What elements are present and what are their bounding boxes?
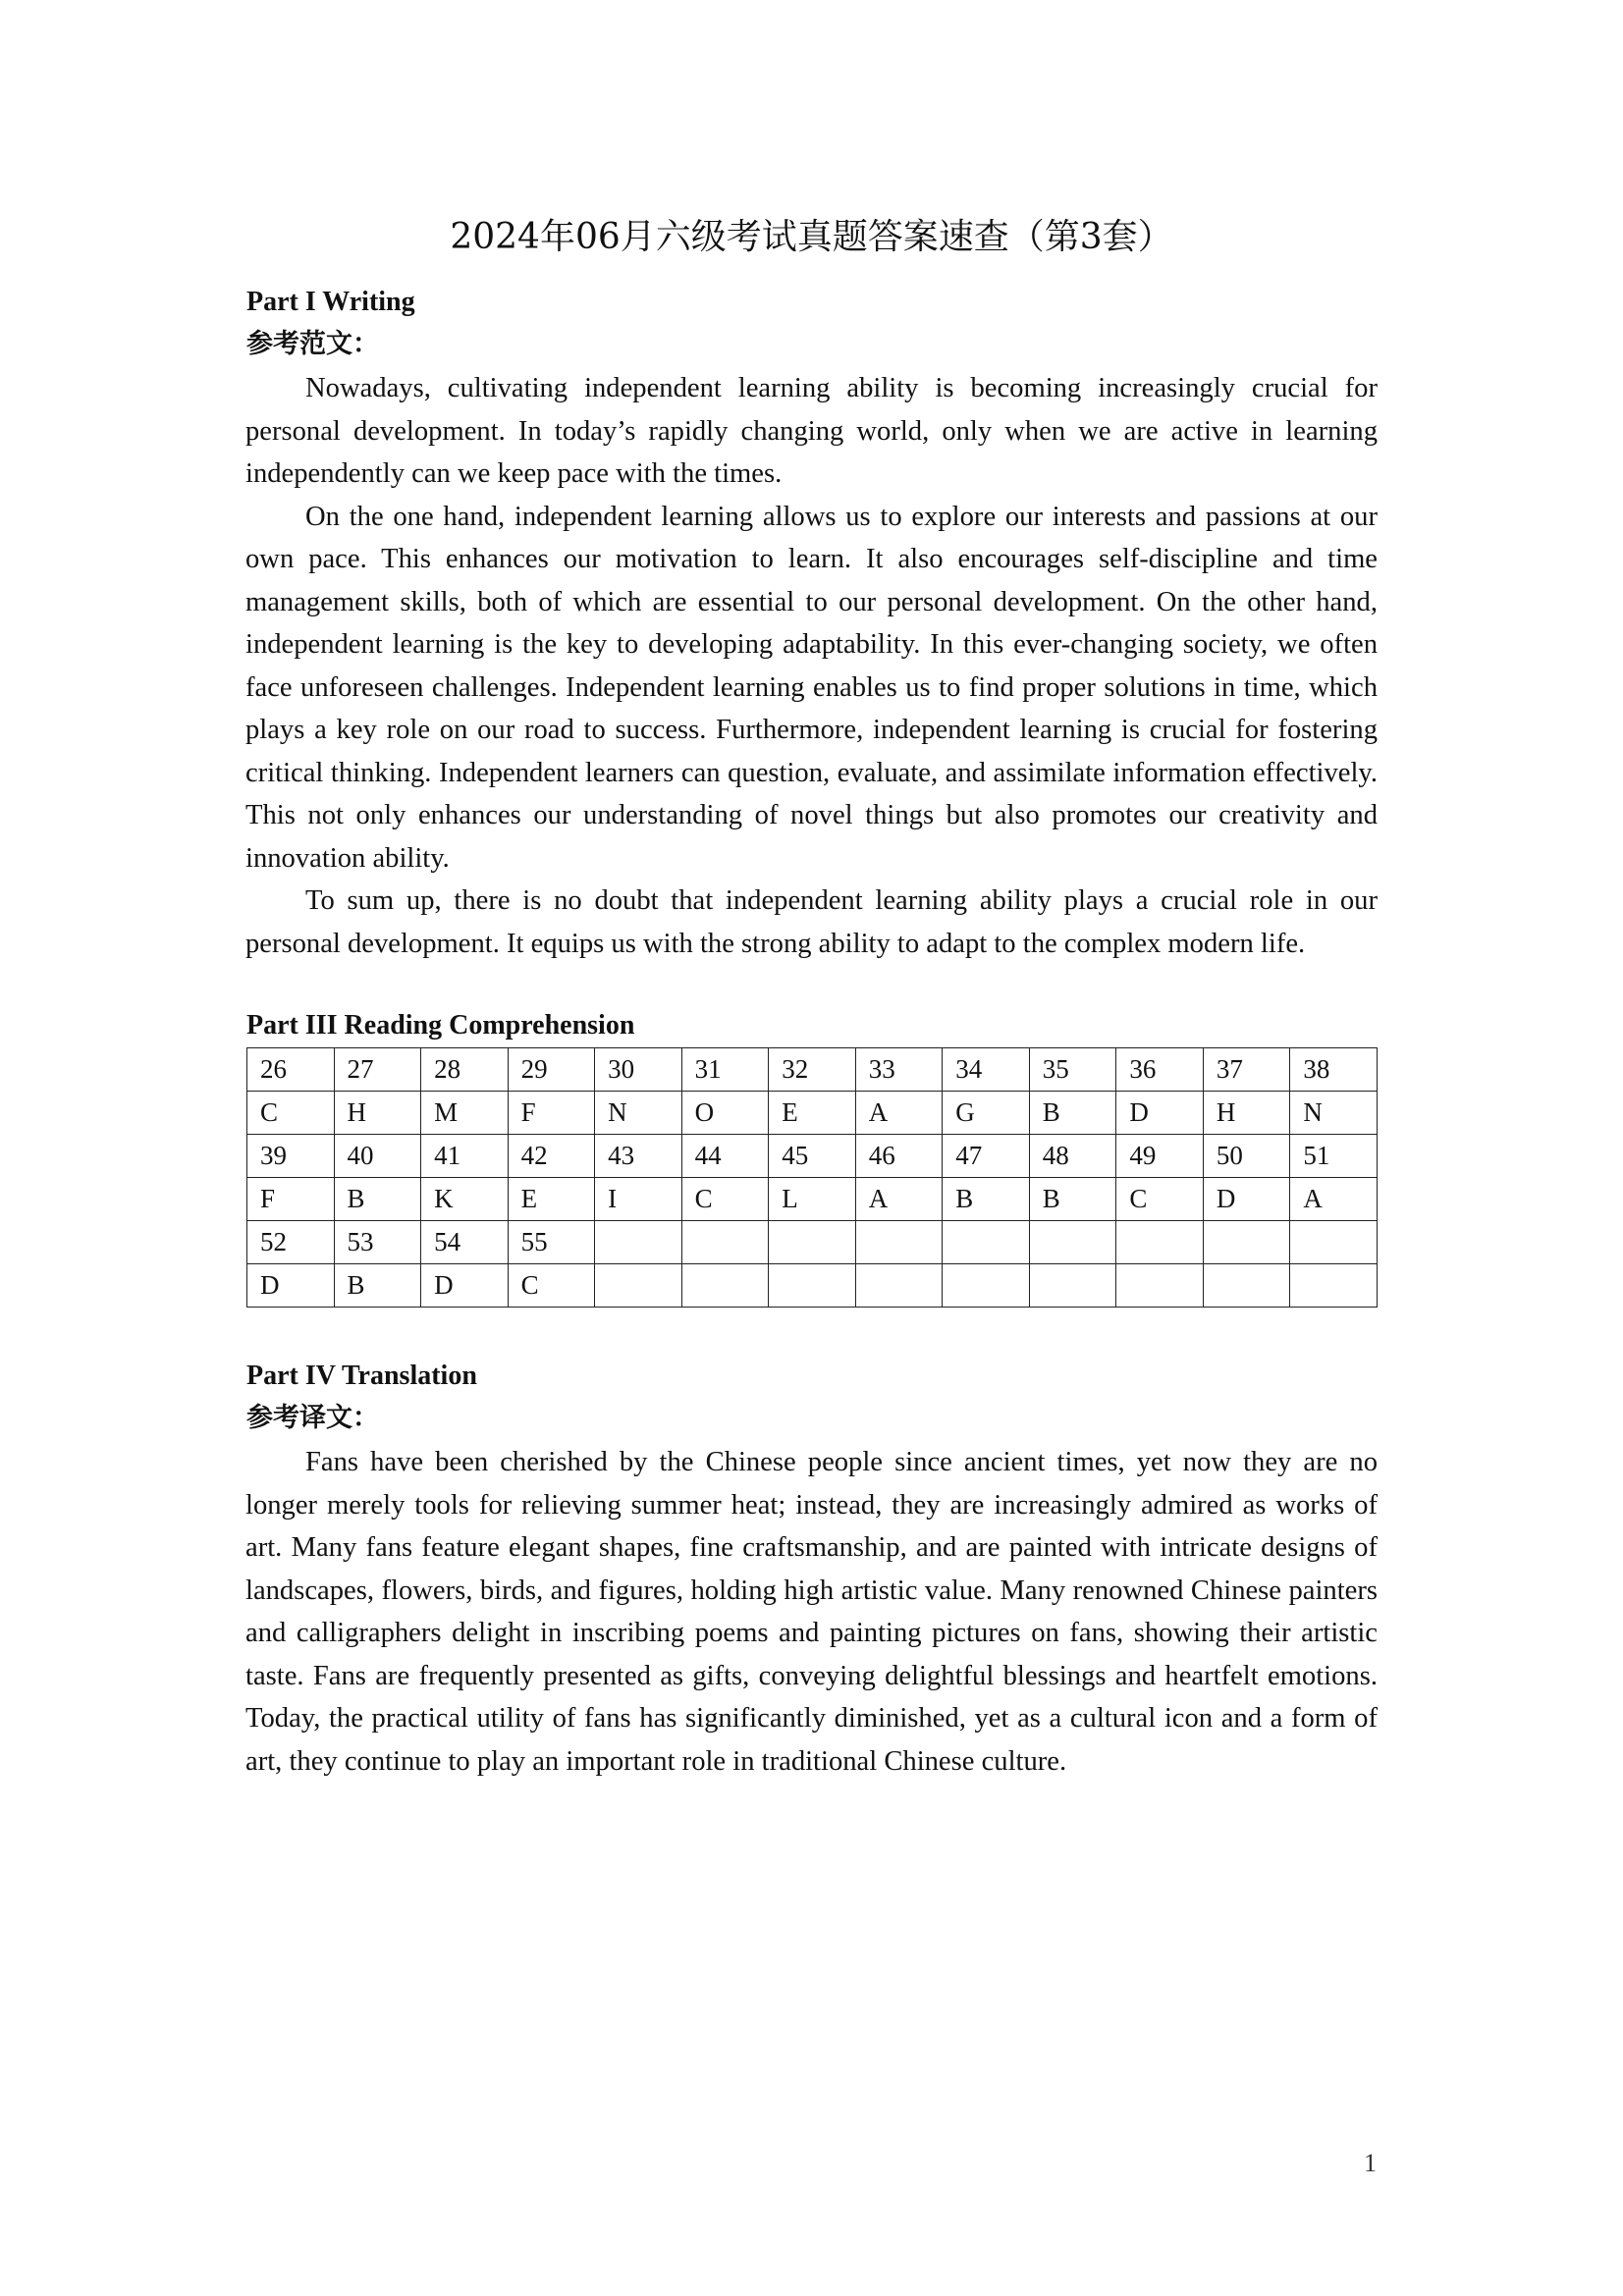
answer-cell: A — [1290, 1178, 1378, 1221]
answer-cell — [1290, 1264, 1378, 1308]
question-number-cell — [1029, 1221, 1116, 1264]
question-number-cell: 35 — [1029, 1048, 1116, 1092]
answer-cell — [595, 1264, 682, 1308]
question-number-cell: 41 — [421, 1135, 509, 1178]
question-number-cell: 30 — [595, 1048, 682, 1092]
answer-cell: C — [508, 1264, 595, 1308]
question-number-cell: 37 — [1203, 1048, 1290, 1092]
question-number-cell — [1116, 1221, 1204, 1264]
answer-cell — [855, 1264, 943, 1308]
question-number-cell: 51 — [1290, 1135, 1378, 1178]
question-number-cell: 34 — [943, 1048, 1030, 1092]
question-number-cell — [943, 1221, 1030, 1264]
translation-label: 参考译文： — [246, 1403, 379, 1433]
answer-cell: B — [1029, 1178, 1116, 1221]
answer-cell: C — [247, 1092, 335, 1135]
question-number-cell — [855, 1221, 943, 1264]
question-number-cell: 29 — [508, 1048, 595, 1092]
question-number-row — [247, 1048, 1378, 1092]
question-number-cell: 31 — [681, 1048, 769, 1092]
translation-heading: Part IV Translation — [246, 1361, 477, 1391]
answer-cell — [1116, 1264, 1204, 1308]
question-number-cell — [1290, 1221, 1378, 1264]
question-number-cell: 28 — [421, 1048, 509, 1092]
translation-text — [245, 1441, 1378, 1783]
answer-cell: A — [855, 1178, 943, 1221]
answer-cell: B — [1029, 1092, 1116, 1135]
answer-cell: M — [421, 1092, 509, 1135]
question-number-cell — [595, 1221, 682, 1264]
page-number: 1 — [1364, 2149, 1377, 2177]
essay-paragraph: Nowadays, cultivating independent learning ability is becoming increasingly crucial for personal development. In today’s rapidly changing world, only when we are active in learning independently can we keep pace with the times. — [245, 373, 1378, 489]
question-number-cell: 47 — [943, 1135, 1030, 1178]
question-number-cell: 52 — [247, 1221, 335, 1264]
question-number-cell: 39 — [247, 1135, 335, 1178]
answer-row — [247, 1178, 1378, 1221]
answer-cell: D — [1116, 1092, 1204, 1135]
answer-cell: H — [334, 1092, 421, 1135]
question-number-cell: 54 — [421, 1221, 509, 1264]
answer-table — [246, 1047, 1378, 1308]
question-number-cell: 40 — [334, 1135, 421, 1178]
answer-row — [247, 1092, 1378, 1135]
answer-cell — [1203, 1264, 1290, 1308]
answer-cell: H — [1203, 1092, 1290, 1135]
answer-cell: E — [769, 1092, 856, 1135]
answer-cell: K — [421, 1178, 509, 1221]
reading-heading: Part III Reading Comprehension — [246, 1010, 635, 1041]
answer-cell: G — [943, 1092, 1030, 1135]
answer-cell: B — [943, 1178, 1030, 1221]
answer-cell: F — [508, 1092, 595, 1135]
answer-cell: N — [1290, 1092, 1378, 1135]
question-number-cell: 44 — [681, 1135, 769, 1178]
translation-paragraph: Fans have been cherished by the Chinese people since ancient times, yet now they are no longer merely tools for relieving summer heat; instead, they are increasingly admired as works of art. Many fans feature elegant shapes, fine craftsmanship, and are painted with intricate designs of landscapes, flowers, birds, and figures, holding high artistic value. Many renowned Chinese painters and calligraphers delight in inscribing poems and painting pictures on fans, showing their artistic taste. Fans are frequently presented as gifts, conveying delightful blessings and heartfelt emotions. Today, the practical utility of fans has significantly diminished, yet as a cultural icon and a form of art, they continue to play an important role in traditional Chinese culture. — [245, 1447, 1378, 1777]
answer-cell: A — [855, 1092, 943, 1135]
question-number-cell: 48 — [1029, 1135, 1116, 1178]
answer-cell: C — [1116, 1178, 1204, 1221]
question-number-cell: 46 — [855, 1135, 943, 1178]
writing-essay — [245, 367, 1378, 965]
question-number-cell — [1203, 1221, 1290, 1264]
writing-label: 参考范文： — [246, 329, 379, 359]
essay-paragraph: To sum up, there is no doubt that independent learning ability plays a crucial role in our personal development. It equips us with the strong ability to adapt to the complex modern life. — [245, 885, 1378, 959]
answer-cell: O — [681, 1092, 769, 1135]
answer-cell: L — [769, 1178, 856, 1221]
answer-cell — [943, 1264, 1030, 1308]
answer-cell: C — [681, 1178, 769, 1221]
question-number-cell: 55 — [508, 1221, 595, 1264]
answer-row — [247, 1264, 1378, 1308]
question-number-cell: 26 — [247, 1048, 335, 1092]
page-title: 2024年06月六级考试真题答案速查（第3套） — [450, 217, 1173, 257]
writing-heading: Part I Writing — [246, 287, 415, 317]
question-number-row — [247, 1221, 1378, 1264]
essay-paragraph: On the one hand, independent learning allows us to explore our interests and passions at our own pace. This enhances our motivation to learn. It also encourages self-discipline and time management skills, both of which are essential to our personal development. On the other hand, independent learning is the key to developing adaptability. In this ever-changing society, we often face unforeseen challenges. Independent learning enables us to find proper solutions in time, which plays a key role on our road to success. Furthermore, independent learning is crucial for fostering critical thinking. Independent learners can question, evaluate, and assimilate information effectively. This not only enhances our understanding of novel things but also promotes our creativity and innovation ability. — [245, 501, 1378, 874]
question-number-cell: 49 — [1116, 1135, 1204, 1178]
question-number-cell: 38 — [1290, 1048, 1378, 1092]
answer-cell — [1029, 1264, 1116, 1308]
question-number-cell — [769, 1221, 856, 1264]
answer-cell: D — [1203, 1178, 1290, 1221]
answer-cell: F — [247, 1178, 335, 1221]
answer-cell: D — [247, 1264, 335, 1308]
question-number-cell — [681, 1221, 769, 1264]
question-number-cell: 42 — [508, 1135, 595, 1178]
answer-cell: B — [334, 1178, 421, 1221]
answer-cell — [681, 1264, 769, 1308]
question-number-cell: 53 — [334, 1221, 421, 1264]
question-number-cell: 50 — [1203, 1135, 1290, 1178]
question-number-cell: 33 — [855, 1048, 943, 1092]
question-number-cell: 32 — [769, 1048, 856, 1092]
answer-cell: N — [595, 1092, 682, 1135]
question-number-cell: 43 — [595, 1135, 682, 1178]
answer-cell: D — [421, 1264, 509, 1308]
answer-cell: B — [334, 1264, 421, 1308]
answer-cell: I — [595, 1178, 682, 1221]
question-number-cell: 36 — [1116, 1048, 1204, 1092]
question-number-cell: 27 — [334, 1048, 421, 1092]
question-number-row — [247, 1135, 1378, 1178]
question-number-cell: 45 — [769, 1135, 856, 1178]
answer-cell: E — [508, 1178, 595, 1221]
answer-cell — [769, 1264, 856, 1308]
